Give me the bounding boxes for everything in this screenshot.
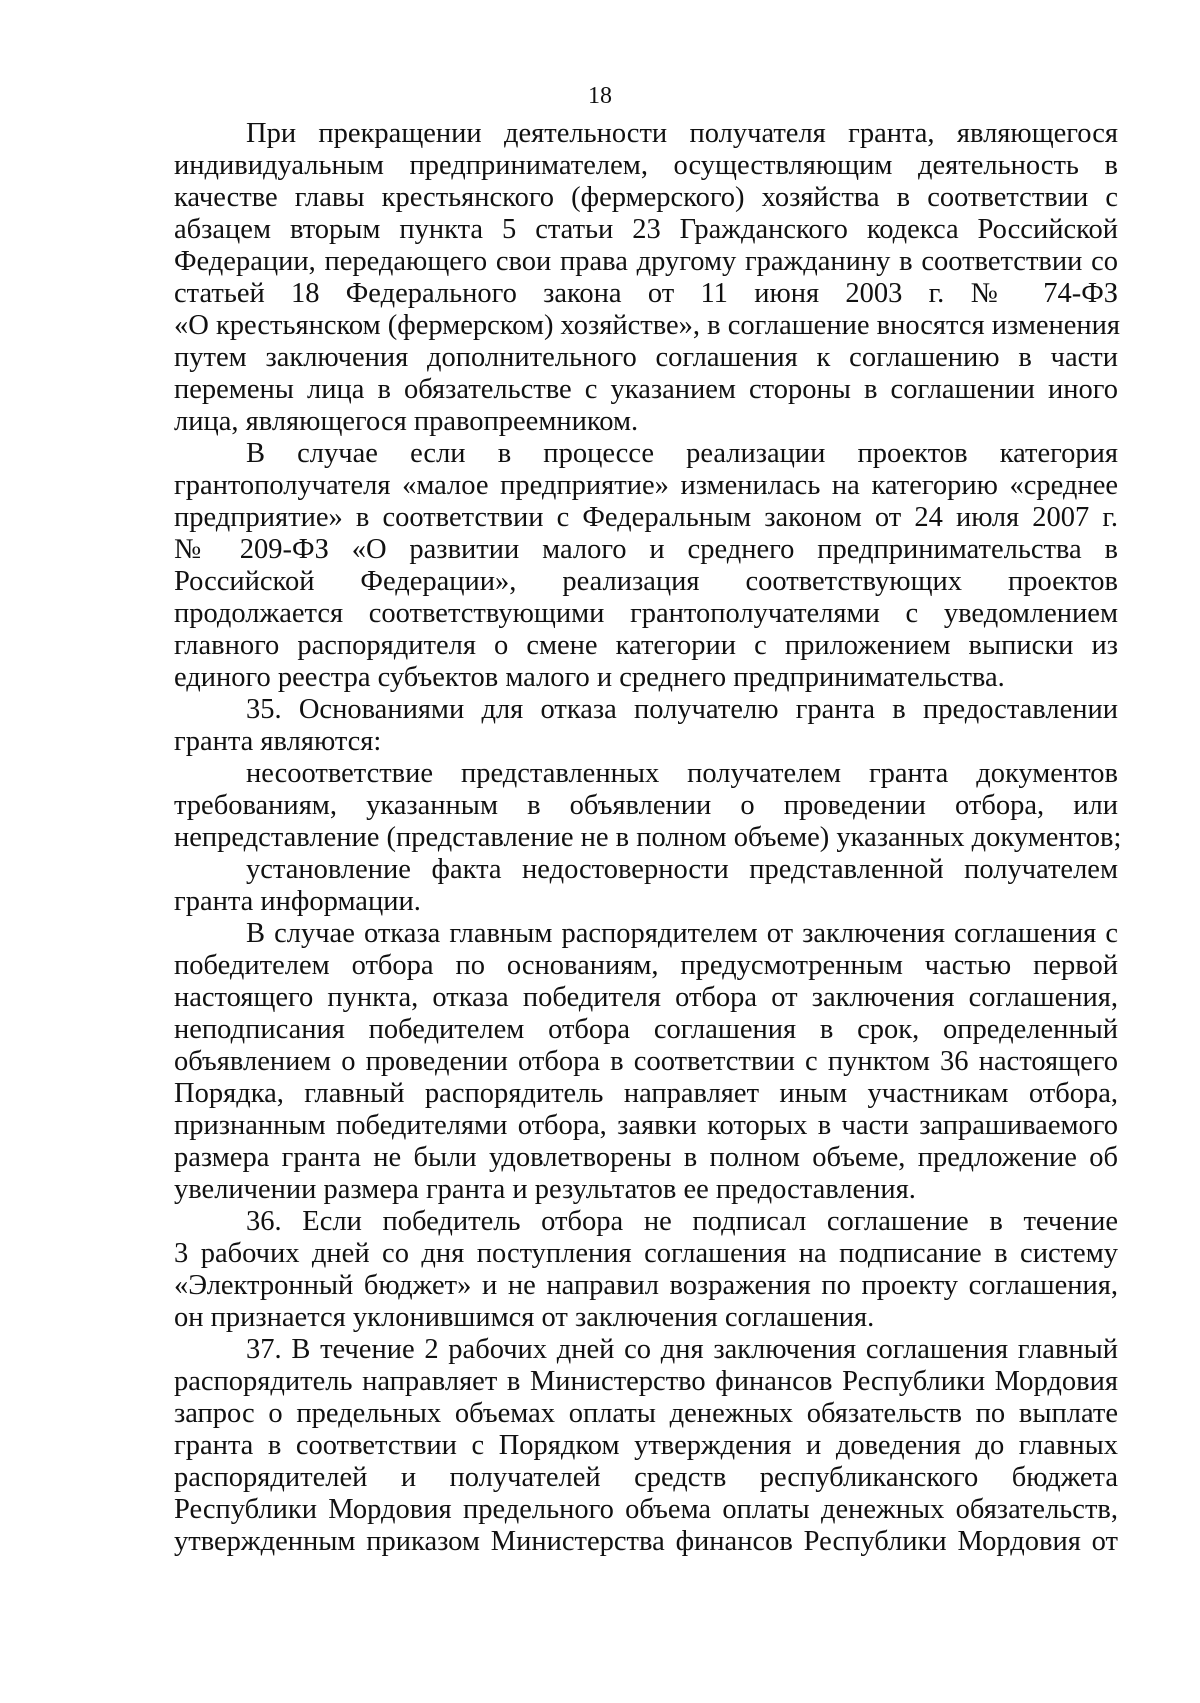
paragraph xyxy=(174,694,1118,758)
paragraph xyxy=(174,1206,1118,1334)
paragraph-line: объявлением о проведении отбора в соответствии с пунктом 36 настоящего xyxy=(174,1046,1118,1077)
paragraph-line: Республики Мордовия предельного объема оплаты денежных обязательств, xyxy=(174,1494,1118,1525)
paragraph-line: 36. Если победитель отбора не подписал соглашение в течение xyxy=(246,1206,1118,1237)
paragraph-line: гранта являются: xyxy=(174,726,382,757)
paragraph-line: Российской Федерации», реализация соответствующих проектов xyxy=(174,566,1118,597)
paragraph-line: 35. Основаниями для отказа получателю гранта в предоставлении xyxy=(246,694,1118,725)
paragraph-line: № 209-ФЗ «О развитии малого и среднего предпринимательства в xyxy=(174,534,1118,565)
paragraph-line: победителем отбора по основаниям, предусмотренным частью первой xyxy=(174,950,1118,981)
paragraph-line: утвержденным приказом Министерства финансов Республики Мордовия от xyxy=(174,1526,1118,1557)
document-body xyxy=(174,118,1122,1558)
paragraph xyxy=(174,118,1121,438)
paragraph-line: грантополучателя «малое предприятие» изменилась на категорию «среднее xyxy=(174,470,1118,501)
paragraph-line: индивидуальным предпринимателем, осуществляющим деятельность в xyxy=(174,150,1118,181)
paragraph-line: абзацем вторым пункта 5 статьи 23 Гражданского кодекса Российской xyxy=(174,214,1118,245)
paragraph xyxy=(174,758,1122,854)
paragraph-line: он признается уклонившимся от заключения соглашения. xyxy=(174,1302,875,1333)
paragraph-line: Порядка, главный распорядитель направляет иным участникам отбора, xyxy=(174,1078,1118,1109)
paragraph xyxy=(174,1334,1118,1558)
paragraph-line: продолжается соответствующими грантополучателями с уведомлением xyxy=(174,598,1118,629)
paragraph-line: статьей 18 Федерального закона от 11 июня 2003 г. № 74-ФЗ xyxy=(174,278,1118,309)
paragraph-line: гранта в соответствии с Порядком утверждения и доведения до главных xyxy=(174,1430,1118,1461)
paragraph-line: перемены лица в обязательстве с указанием стороны в соглашении иного xyxy=(174,374,1118,405)
paragraph-line: непредставление (представление не в полном объеме) указанных документов; xyxy=(174,822,1122,853)
paragraph-line: главного распорядителя о смене категории с приложением выписки из xyxy=(174,630,1118,661)
paragraph-line: Федерации, передающего свои права другому гражданину в соответствии со xyxy=(174,246,1118,277)
paragraph-line: признанным победителями отбора, заявки которых в части запрашиваемого xyxy=(174,1110,1118,1141)
paragraph-line: увеличении размера гранта и результатов ее предоставления. xyxy=(174,1174,916,1205)
paragraph xyxy=(174,438,1118,694)
paragraph-line: лица, являющегося правопреемником. xyxy=(174,406,639,437)
paragraph-line: предприятие» в соответствии с Федеральным законом от 24 июля 2007 г. xyxy=(174,502,1118,533)
paragraph-line: распорядителей и получателей средств республиканского бюджета xyxy=(174,1462,1118,1493)
paragraph-line: качестве главы крестьянского (фермерского) хозяйства в соответствии с xyxy=(174,182,1118,213)
paragraph-line: В случае отказа главным распорядителем от заключения соглашения с xyxy=(246,918,1118,949)
paragraph-line: настоящего пункта, отказа победителя отбора от заключения соглашения, xyxy=(174,982,1118,1013)
paragraph-line: 3 рабочих дней со дня поступления соглашения на подписание в систему xyxy=(174,1238,1118,1269)
paragraph-line: несоответствие представленных получателем гранта документов xyxy=(246,758,1118,789)
paragraph-line: При прекращении деятельности получателя гранта, являющегося xyxy=(246,118,1118,149)
paragraph-line: установление факта недостоверности представленной получателем xyxy=(246,854,1118,885)
paragraph-line: путем заключения дополнительного соглашения к соглашению в части xyxy=(174,342,1118,373)
paragraph-line: «Электронный бюджет» и не направил возражения по проекту соглашения, xyxy=(174,1270,1118,1301)
paragraph-line: гранта информации. xyxy=(174,886,421,917)
page-number: 18 xyxy=(588,83,612,109)
paragraph-line: В случае если в процессе реализации проектов категория xyxy=(246,438,1118,469)
paragraph-line: запрос о предельных объемах оплаты денежных обязательств по выплате xyxy=(174,1398,1118,1429)
paragraph xyxy=(174,854,1118,918)
paragraph-line: 37. В течение 2 рабочих дней со дня заключения соглашения главный xyxy=(246,1334,1118,1365)
paragraph-line: единого реестра субъектов малого и среднего предпринимательства. xyxy=(174,662,1005,693)
paragraph-line: неподписания победителем отбора соглашения в срок, определенный xyxy=(174,1014,1118,1045)
paragraph-line: требованиям, указанным в объявлении о проведении отбора, или xyxy=(174,790,1118,821)
paragraph-line: размера гранта не были удовлетворены в полном объеме, предложение об xyxy=(174,1142,1118,1173)
paragraph-line: «О крестьянском (фермерском) хозяйстве», в соглашение вносятся изменения xyxy=(174,310,1121,341)
paragraph xyxy=(174,918,1118,1206)
paragraph-line: распорядитель направляет в Министерство финансов Республики Мордовия xyxy=(174,1366,1118,1397)
